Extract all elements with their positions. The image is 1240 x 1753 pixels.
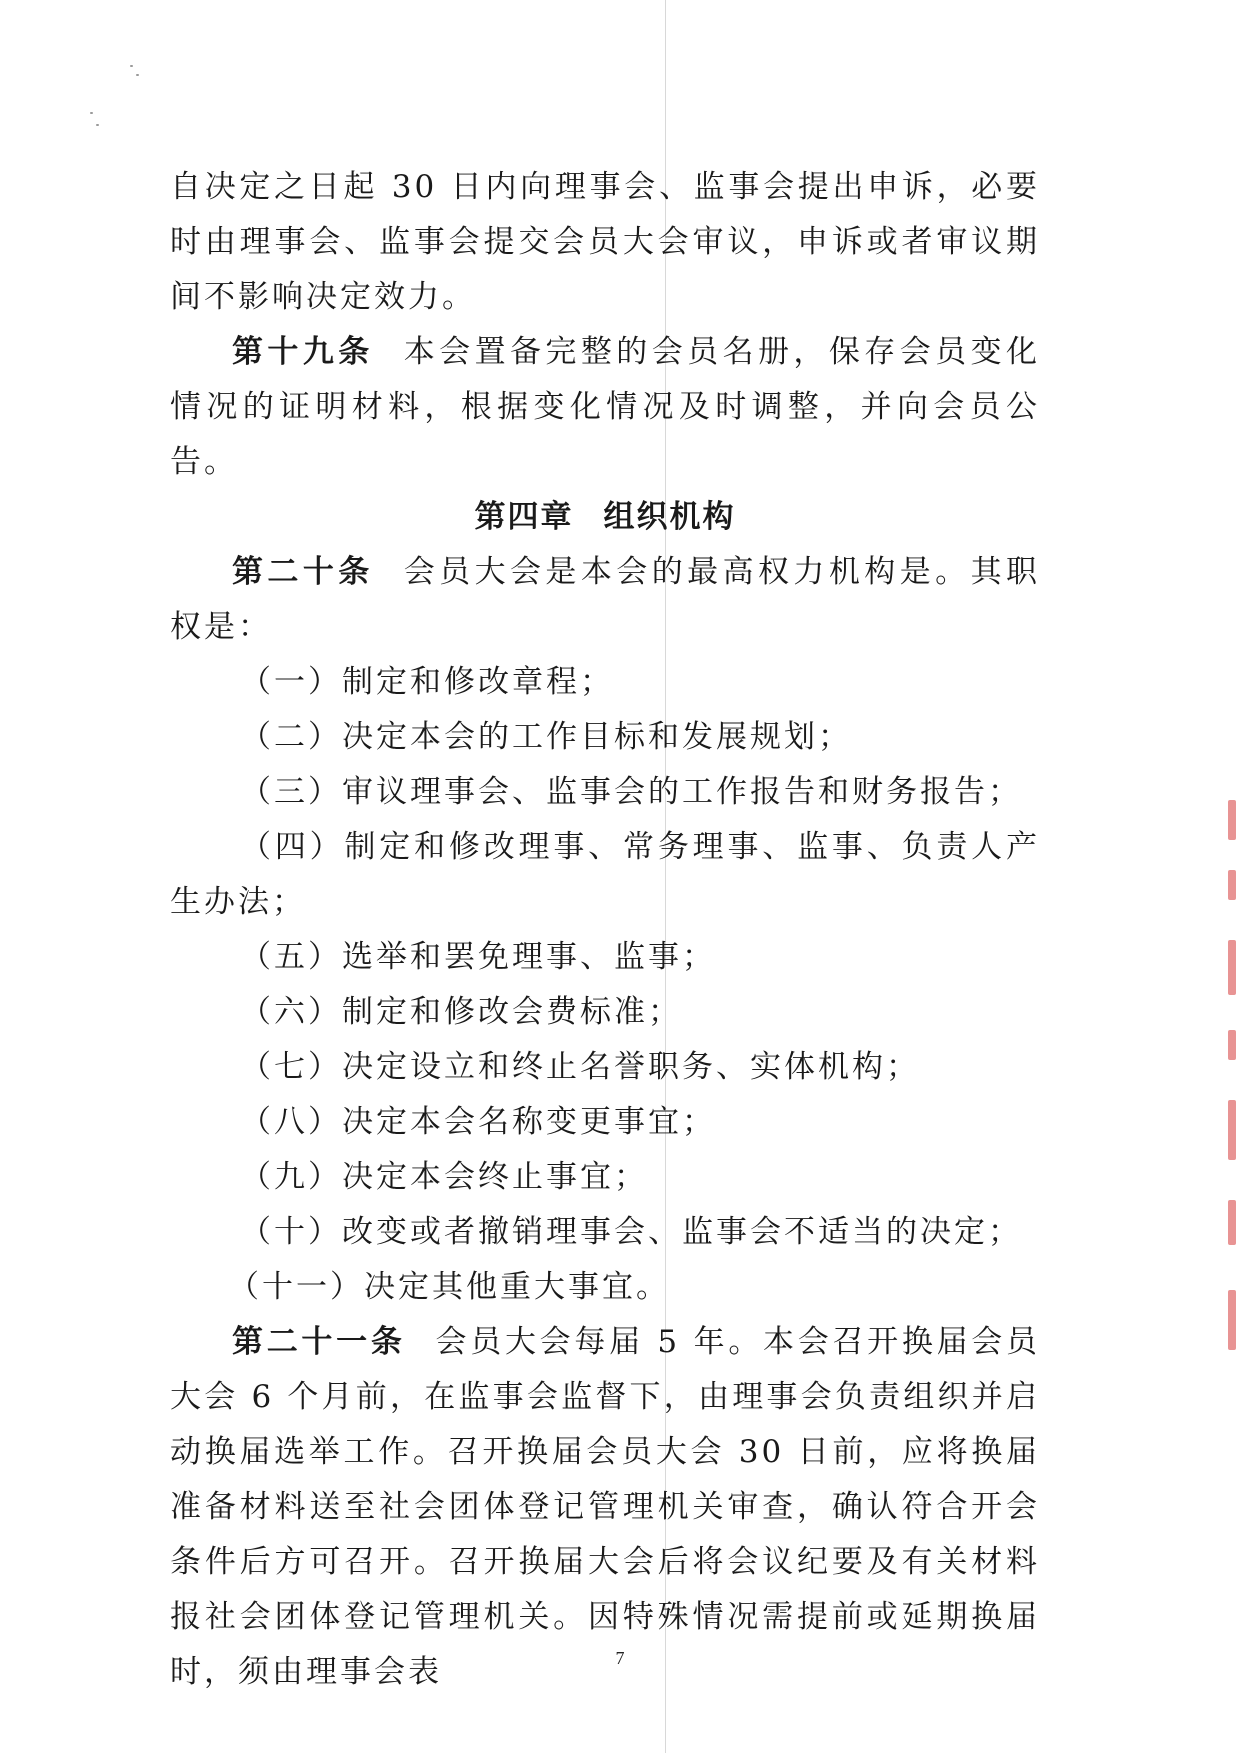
article-20-item: （十一）决定其他重大事宜。 — [228, 1269, 670, 1305]
article-21-text: 会员大会每届 5 年。本会召开换届会员大会 6 个月前，在监事会监督下，由理事会负责组织并启动换届选举工作。召开换届会员大会 30 日前，应将换届准备材料送至社会团体登记管理机关审查，确认符合开会条件后方可召开。召开换届大会后将会议纪要及有关材料报社会团体登记管理机关。因特殊情况需提前或延期换届时，须由理事会表 — [170, 1324, 1041, 1690]
article-19-text: 本会置备完整的会员名册，保存会员变化情况的证明材料，根据变化情况及时调整，并向会员公告。 — [170, 334, 1041, 480]
article-20-heading: 第二十条 — [232, 554, 374, 590]
article-20-item: （十）改变或者撤销理事会、监事会不适当的决定； — [240, 1214, 1022, 1250]
scan-specks — [90, 60, 170, 150]
article-20-item: （八）决定本会名称变更事宜； — [240, 1104, 716, 1140]
article-20-item: （三）审议理事会、监事会的工作报告和财务报告； — [240, 774, 1022, 810]
article-20-item: （四）制定和修改理事、常务理事、监事、负责人产生办法； — [170, 829, 1040, 920]
article-20-item: （九）决定本会终止事宜； — [240, 1159, 648, 1195]
article-19-heading: 第十九条 — [232, 334, 374, 370]
article-20-item: （七）决定设立和终止名誉职务、实体机构； — [240, 1049, 920, 1085]
chapter-heading — [170, 490, 1040, 545]
chapter-number: 第四章 — [474, 499, 574, 535]
article-20 — [170, 545, 1040, 655]
chapter-title: 组织机构 — [603, 499, 736, 535]
article-20-item: （二）决定本会的工作目标和发展规划； — [240, 719, 852, 755]
article-21-heading: 第二十一条 — [232, 1324, 406, 1360]
seal-stamp-edge — [1226, 800, 1240, 1360]
article-21 — [170, 1315, 1040, 1700]
document-body — [170, 160, 1040, 1700]
article-20-item: （五）选举和罢免理事、监事； — [240, 939, 716, 975]
page-number: 7 — [615, 1648, 625, 1668]
article-20-item: （六）制定和修改会费标准； — [240, 994, 682, 1030]
article-19 — [170, 325, 1040, 490]
article-20-item: （一）制定和修改章程； — [240, 664, 614, 700]
intro-paragraph: 自决定之日起 30 日内向理事会、监事会提出申诉，必要时由理事会、监事会提交会员大会审议，申诉或者审议期间不影响决定效力。 — [170, 169, 1040, 315]
article-20-text: 会员大会是本会的最高权力机构是。其职权是： — [170, 554, 1041, 645]
